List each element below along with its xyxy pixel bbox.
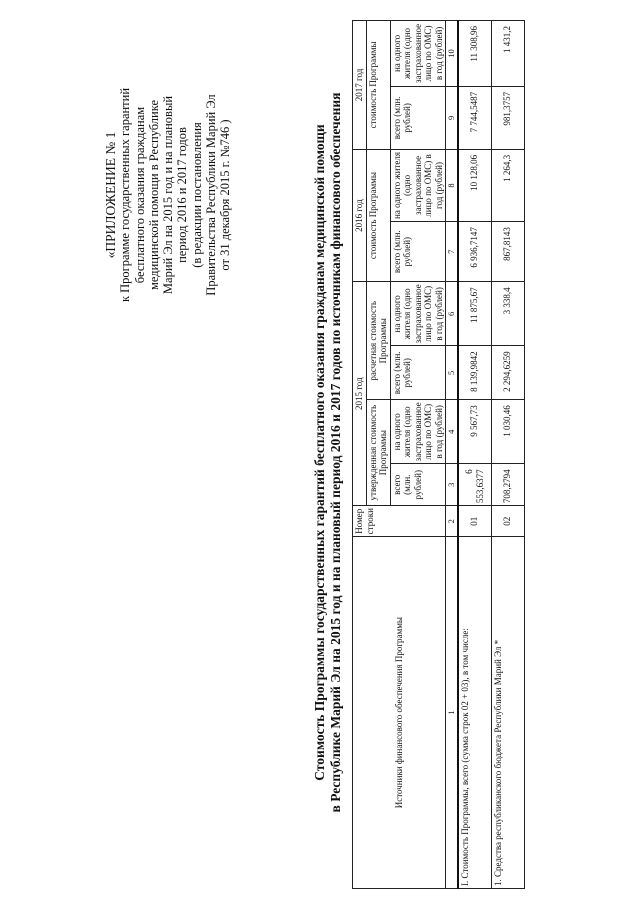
value-cell: 10 128,06 xyxy=(458,149,492,221)
header-sources: Источники финансового обеспечения Программы xyxy=(353,537,446,889)
title-line-1: Стоимость Программы государственных гарантий бесплатного оказания гражданам медицинской помощи xyxy=(312,124,327,781)
header-year-2017: 2017 год xyxy=(353,21,367,150)
row-code: 01 xyxy=(458,506,492,537)
value-cell: 708,2794 xyxy=(491,464,524,506)
appendix-line: к Программе государственных гарантий xyxy=(118,87,133,303)
value-cell: 3 338,4 xyxy=(491,282,524,346)
value-cell: 1 030,46 xyxy=(491,400,524,464)
document-title xyxy=(312,20,344,885)
header-per-person: на одного жителя (одно застрахованное лицо по ОМС) в год (рублей) xyxy=(390,149,446,221)
header-approved-cost: утвержденная стоимость Программы xyxy=(366,400,390,506)
index-cell: 4 xyxy=(446,400,458,464)
row-label: 1. Средства республиканского бюджета Республики Марий Эл * xyxy=(491,537,524,889)
index-cell: 3 xyxy=(446,464,458,506)
index-cell: 1 xyxy=(446,537,458,889)
header-cost-2017: стоимость Программы xyxy=(366,21,390,150)
cost-table xyxy=(352,20,525,889)
value-cell: 11 875,67 xyxy=(458,282,492,346)
header-year-2015: 2015 год xyxy=(353,282,367,506)
appendix-block xyxy=(104,25,233,365)
header-row-number: Номер строки xyxy=(353,506,446,537)
value-cell: 981,3757 xyxy=(491,86,524,149)
appendix-line: Правительства Республики Марий Эл xyxy=(204,94,219,296)
header-total: всего (млн. рублей) xyxy=(390,346,446,400)
value-cell: 2 294,6259 xyxy=(491,346,524,400)
value-cell: 9 567,73 xyxy=(458,400,492,464)
header-year-2016: 2016 год xyxy=(353,149,367,281)
index-cell: 6 xyxy=(446,282,458,346)
value-cell: 7 744,5487 xyxy=(458,86,492,149)
value-cell: 867,8143 xyxy=(491,222,524,282)
header-total: всего (млн. рублей) xyxy=(390,464,446,506)
value-cell: 6 553,6377 xyxy=(458,464,492,506)
row-code: 02 xyxy=(491,506,524,537)
appendix-line: «ПРИЛОЖЕНИЕ № 1 xyxy=(103,131,118,259)
index-cell: 9 xyxy=(446,86,458,149)
value-cell: 8 139,9842 xyxy=(458,346,492,400)
header-per-person: на одного жителя (одно застрахованное лицо по ОМС) в год (рублей) xyxy=(390,400,446,464)
value-cell: 6 936,7147 xyxy=(458,222,492,282)
appendix-line: (в редакции постановления xyxy=(189,122,204,268)
title-line-2: в Республике Марий Эл на 2015 год и на плановый период 2016 и 2017 годов по источникам финансового обеспечения xyxy=(328,92,343,813)
row-label: I. Стоимость Программы, всего (сумма строк 02 + 03), в том числе: xyxy=(458,537,492,889)
appendix-line: медицинской помощи в Республике xyxy=(146,99,161,291)
appendix-line: бесплатного оказания гражданам xyxy=(132,106,147,284)
header-per-person: на одного жителя (одно застрахованное лицо по ОМС) в год (рублей) xyxy=(390,21,446,87)
header-total: всего (млн. рублей) xyxy=(390,222,446,282)
header-calculated-cost: расчетная стоимость Программы xyxy=(366,282,390,400)
index-cell: 7 xyxy=(446,222,458,282)
header-total: всего (млн. рублей) xyxy=(390,86,446,149)
appendix-line: от 31 декабря 2015 г. №746 ) xyxy=(218,119,233,271)
index-cell: 10 xyxy=(446,21,458,87)
index-cell: 8 xyxy=(446,149,458,221)
header-per-person: на одного жителя (одно застрахованное лицо по ОМС) в год (рублей) xyxy=(390,282,446,346)
value-cell: 11 308,96 xyxy=(458,21,492,87)
index-cell: 5 xyxy=(446,346,458,400)
appendix-line: период 2016 и 2017 годов xyxy=(175,127,190,263)
index-cell: 2 xyxy=(446,506,458,537)
header-cost-2016: стоимость Программы xyxy=(366,149,390,281)
value-cell: 1 431,2 xyxy=(491,21,524,87)
appendix-line: Марий Эл на 2015 год и на плановый xyxy=(161,95,176,295)
value-cell: 1 264,3 xyxy=(491,149,524,221)
